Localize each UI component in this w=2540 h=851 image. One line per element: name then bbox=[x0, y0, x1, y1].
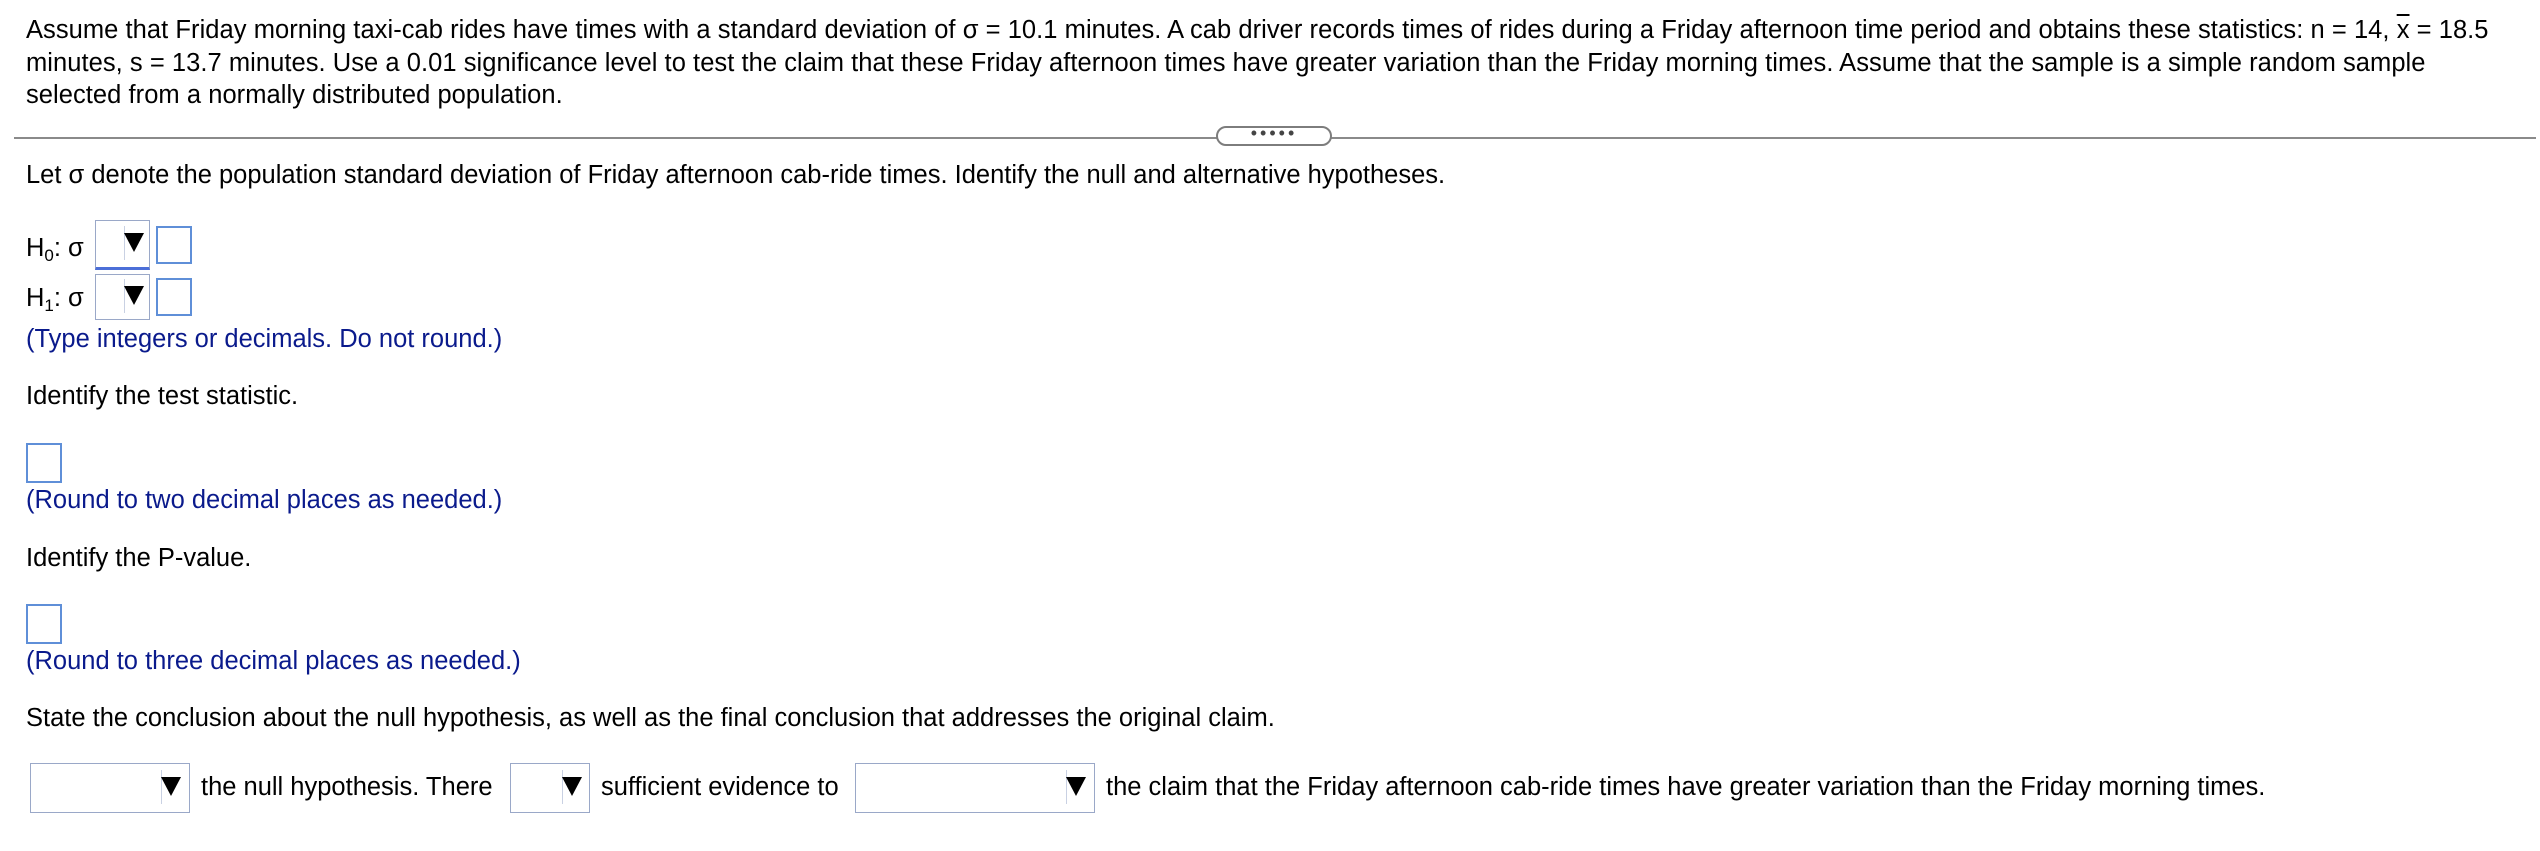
problem-statement bbox=[26, 14, 2516, 112]
chevron-down-icon bbox=[1066, 770, 1086, 804]
chevron-down-icon bbox=[562, 770, 582, 804]
problem-text-part2: = 18.5 minutes, s = 13.7 minutes. Use a 0.01 significance level to test the claim that these Friday afternoon times have greater variation than the Friday morning times. Assume that the sample is a simple random sample selected from a normally distributed population. bbox=[26, 16, 2489, 109]
conclusion-prompt: State the conclusion about the null hypothesis, as well as the final conclusion that addresses the original claim. bbox=[26, 704, 1275, 732]
h1-value-input[interactable] bbox=[156, 278, 192, 316]
test-statistic-hint: (Round to two decimal places as needed.) bbox=[26, 486, 503, 514]
h1-relation-dropdown[interactable] bbox=[95, 274, 150, 320]
hypotheses-prompt: Let σ denote the population standard deviation of Friday afternoon cab-ride times. Identify the null and alternative hypotheses. bbox=[26, 161, 1446, 189]
p-value-input[interactable] bbox=[26, 604, 62, 644]
problem-text-part1: Assume that Friday morning taxi-cab rides have times with a standard deviation of σ = 10.1 minutes. A cab driver records times of rides during a Friday afternoon time period and obtains these statistics: n = 14, bbox=[26, 16, 2397, 44]
claim-decision-dropdown[interactable] bbox=[855, 763, 1095, 813]
x-bar-symbol: $\overline{x}$ bbox=[2396, 16, 2410, 44]
chevron-down-icon bbox=[124, 226, 144, 260]
conclusion-text-1: the null hypothesis. There bbox=[201, 773, 493, 801]
chevron-down-icon bbox=[124, 279, 144, 313]
p-value-prompt: Identify the P-value. bbox=[26, 544, 252, 572]
p-value-hint: (Round to three decimal places as needed.) bbox=[26, 647, 521, 675]
h0-relation-dropdown[interactable] bbox=[95, 220, 150, 270]
h1-label: $H_1$: σ bbox=[26, 284, 84, 315]
evidence-dropdown[interactable] bbox=[510, 763, 590, 813]
chevron-down-icon bbox=[161, 770, 181, 804]
conclusion-text-3: the claim that the Friday afternoon cab-ride times have greater variation than the Friday morning times. bbox=[1106, 773, 2266, 801]
conclusion-text-2: sufficient evidence to bbox=[601, 773, 839, 801]
expand-problem-button[interactable]: ••••• bbox=[1216, 126, 1332, 146]
h0-value-input[interactable] bbox=[156, 226, 192, 264]
h0-label: $H_0$: σ bbox=[26, 234, 84, 265]
test-statistic-input[interactable] bbox=[26, 443, 62, 483]
test-statistic-prompt: Identify the test statistic. bbox=[26, 382, 299, 410]
null-decision-dropdown[interactable] bbox=[30, 763, 190, 813]
hypotheses-hint: (Type integers or decimals. Do not round.) bbox=[26, 325, 503, 353]
